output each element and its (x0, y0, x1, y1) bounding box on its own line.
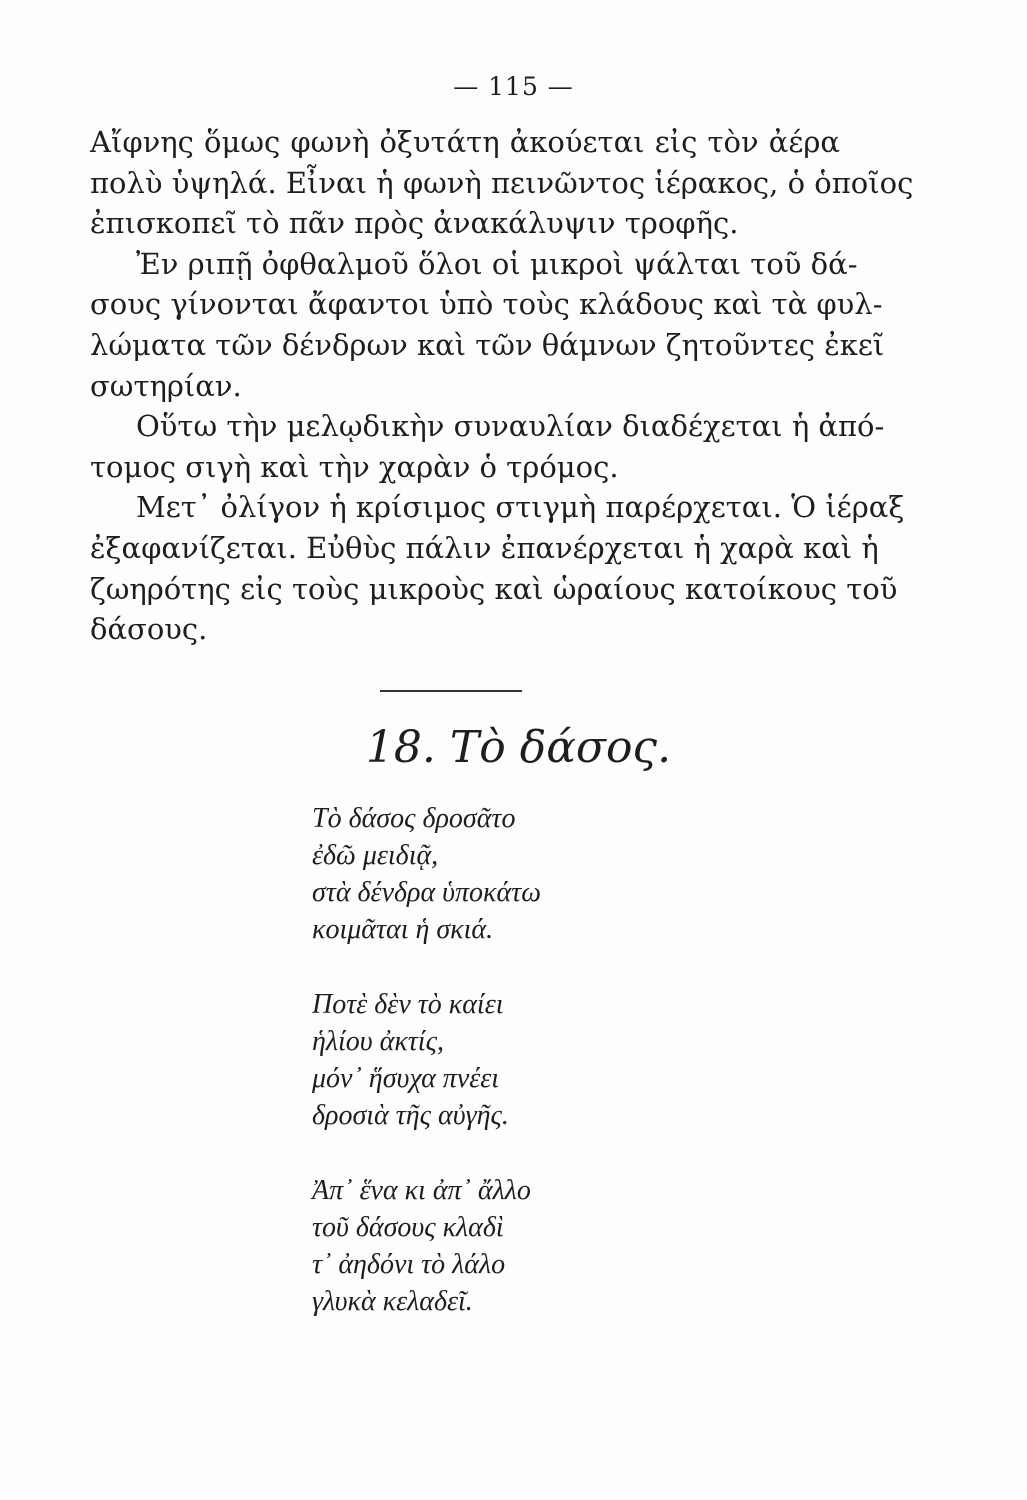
text-line: ζωηρότης εἰς τοὺς μικροὺς καὶ ὡραίους κατοίκους τοῦ (90, 571, 898, 606)
text-line: πολὺ ὑψηλά. Εἶναι ἡ φωνὴ πεινῶντος ἱέρακος, ὁ ὁποῖος (90, 165, 914, 200)
verse-line: τ᾽ ἀηδόνι τὸ λάλο (312, 1249, 506, 1280)
verse-line: ἡλίου ἀκτίς, (312, 1026, 444, 1057)
verse-line: στὰ δένδρα ὑποκάτω (312, 877, 541, 908)
paragraph (90, 244, 885, 406)
text-line: σους γίνονται ἄφαντοι ὑπὸ τοὺς κλάδους καὶ τὰ φυλ- (90, 287, 883, 322)
text-line: Ἐν ριπῇ ὀφθαλμοῦ ὅλοι οἱ μικροὶ ψάλται τοῦ δά- (136, 246, 858, 281)
text-line: Αἴφνης ὅμως φωνὴ ὀξυτάτη ἀκούεται εἰς τὸν ἀέρα (90, 125, 840, 159)
text-line: Οὕτω τὴν μελῳδικὴν συναυλίαν διαδέχεται ἡ ἀπό- (136, 409, 885, 444)
text-line: ἐπισκοπεῖ τὸ πᾶν πρὸς ἀνακάλυψιν τροφῆς. (90, 206, 739, 241)
verse-line: κοιμᾶται ἡ σκιά. (312, 914, 494, 945)
verse-line: δροσιὰ τῆς αὐγῆς. (312, 1100, 509, 1131)
stanza (312, 986, 541, 1134)
text-line: ἐξαφανίζεται. Εὐθὺς πάλιν ἐπανέρχεται ἡ χαρὰ καὶ ἡ (90, 530, 879, 565)
paragraph (90, 406, 885, 487)
poem-title: 18. Τὸ δάσος. (365, 722, 672, 773)
text-line: Μετ᾽ ὀλίγον ἡ κρίσιμος στιγμὴ παρέρχεται. Ὁ ἱέραξ (136, 490, 905, 525)
poem (312, 800, 541, 1358)
verse-line: Τὸ δάσος δροσᾶτο (312, 803, 516, 834)
text-line: δάσους. (90, 612, 208, 647)
stanza (312, 800, 541, 948)
paragraph (90, 487, 905, 649)
verse-line: γλυκὰ κελαδεῖ. (312, 1286, 473, 1317)
verse-line: μόν᾽ ἥσυχα πνέει (312, 1063, 500, 1094)
paragraph (90, 122, 914, 244)
verse-line: Ποτὲ δὲν τὸ καίει (312, 989, 504, 1020)
verse-line: ἐδῶ μειδιᾷ, (312, 840, 439, 871)
verse-line: Ἀπ᾽ ἕνα κι ἀπ᾽ ἄλλο (312, 1175, 531, 1206)
prose-text (90, 122, 914, 650)
text-line: λώματα τῶν δένδρων καὶ τῶν θάμνων ζητοῦντες ἐκεῖ (90, 327, 885, 362)
text-line: σωτηρίαν. (90, 368, 242, 403)
text-line: τομος σιγὴ καὶ τὴν χαρὰν ὁ τρόμος. (90, 449, 619, 484)
section-divider (380, 690, 522, 692)
verse-line: τοῦ δάσους κλαδὶ (312, 1212, 504, 1243)
page-number: — 115 — (453, 72, 574, 101)
stanza (312, 1172, 541, 1320)
